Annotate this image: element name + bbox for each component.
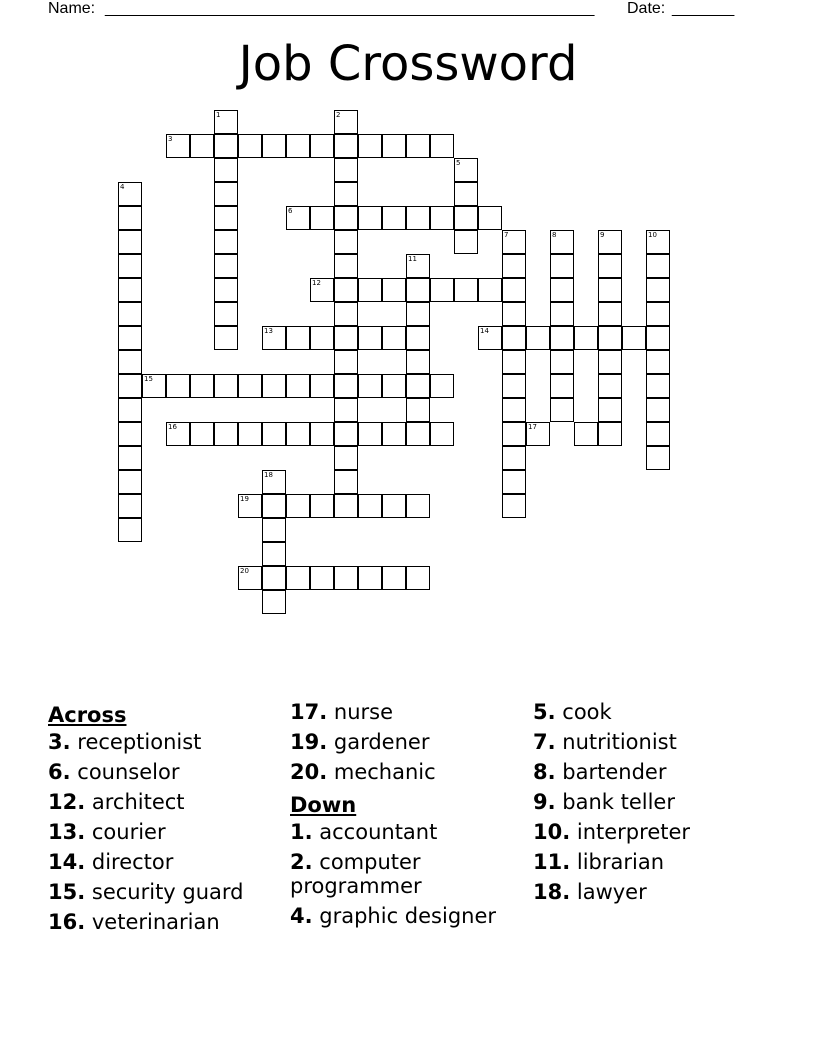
grid-cell[interactable] [214, 206, 238, 230]
grid-cell[interactable] [214, 302, 238, 326]
grid-cell[interactable] [334, 566, 358, 590]
grid-cell[interactable] [334, 422, 358, 446]
grid-cell[interactable] [262, 134, 286, 158]
clue-item [290, 700, 520, 724]
clue-number-label: 17. [290, 700, 328, 724]
grid-cell[interactable] [382, 494, 406, 518]
grid-cell[interactable] [502, 446, 526, 470]
clue-item [533, 790, 773, 814]
grid-cell[interactable] [382, 422, 406, 446]
grid-cell[interactable] [430, 206, 454, 230]
grid-cell[interactable] [406, 278, 430, 302]
clue-item [290, 730, 520, 754]
down-clue-list-continued [533, 700, 773, 904]
grid-cell[interactable] [118, 518, 142, 542]
grid-cell-15[interactable] [142, 374, 166, 398]
grid-cell[interactable] [502, 422, 526, 446]
clue-number: 6 [288, 207, 293, 215]
grid-cell[interactable] [166, 374, 190, 398]
grid-cell[interactable] [454, 182, 478, 206]
grid-cell[interactable] [478, 206, 502, 230]
grid-cell-7[interactable] [502, 230, 526, 254]
grid-cell[interactable] [406, 566, 430, 590]
clue-text: courier [85, 820, 166, 844]
clue-text: lawyer [570, 880, 647, 904]
grid-cell[interactable] [334, 374, 358, 398]
grid-cell[interactable] [646, 398, 670, 422]
grid-cell[interactable] [430, 278, 454, 302]
clues-column-3 [533, 700, 773, 910]
clue-number: 15 [144, 375, 153, 383]
grid-cell-5[interactable] [454, 158, 478, 182]
grid-cell[interactable] [406, 326, 430, 350]
grid-cell[interactable] [358, 566, 382, 590]
grid-cell-3[interactable] [166, 134, 190, 158]
clue-number: 13 [264, 327, 273, 335]
clue-text: librarian [570, 850, 665, 874]
grid-cell-8[interactable] [550, 230, 574, 254]
grid-cell[interactable] [334, 398, 358, 422]
clue-number-label: 13. [48, 820, 86, 844]
grid-cell[interactable] [598, 302, 622, 326]
grid-cell[interactable] [262, 374, 286, 398]
clue-number: 14 [480, 327, 489, 335]
grid-cell-9[interactable] [598, 230, 622, 254]
grid-cell[interactable] [262, 590, 286, 614]
clue-number-label: 4. [290, 904, 313, 928]
grid-cell[interactable] [646, 422, 670, 446]
grid-cell[interactable] [118, 350, 142, 374]
grid-cell[interactable] [550, 374, 574, 398]
grid-cell[interactable] [310, 134, 334, 158]
clue-text: gardener [327, 730, 430, 754]
grid-cell[interactable] [646, 374, 670, 398]
grid-cell[interactable] [334, 350, 358, 374]
grid-cell-12[interactable] [310, 278, 334, 302]
clue-text: graphic designer [312, 904, 497, 928]
grid-cell[interactable] [550, 326, 574, 350]
clue-number: 20 [240, 567, 249, 575]
clue-text: architect [85, 790, 185, 814]
grid-cell[interactable] [358, 422, 382, 446]
grid-cell[interactable] [214, 158, 238, 182]
grid-cell[interactable] [358, 278, 382, 302]
grid-cell[interactable] [550, 350, 574, 374]
grid-cell[interactable] [286, 326, 310, 350]
clue-number: 7 [504, 231, 509, 239]
grid-cell[interactable] [262, 422, 286, 446]
name-label: Name: [48, 0, 96, 17]
clue-text: bank teller [555, 790, 675, 814]
grid-cell[interactable] [406, 422, 430, 446]
grid-cell[interactable] [430, 374, 454, 398]
clue-number: 5 [456, 159, 461, 167]
grid-cell[interactable] [118, 374, 142, 398]
grid-cell-4[interactable] [118, 182, 142, 206]
clue-number-label: 2. [290, 850, 313, 874]
grid-cell[interactable] [190, 374, 214, 398]
grid-cell[interactable] [334, 134, 358, 158]
grid-cell[interactable] [118, 278, 142, 302]
grid-cell[interactable] [502, 326, 526, 350]
grid-cell[interactable] [550, 278, 574, 302]
grid-cell[interactable] [118, 398, 142, 422]
grid-cell[interactable] [382, 374, 406, 398]
clue-number: 4 [120, 183, 125, 191]
grid-cell-10[interactable] [646, 230, 670, 254]
grid-cell-17[interactable] [526, 422, 550, 446]
across-clue-list-continued [290, 700, 520, 784]
clue-number-label: 11. [533, 850, 571, 874]
grid-cell[interactable] [646, 302, 670, 326]
grid-cell[interactable] [646, 350, 670, 374]
clue-number-label: 19. [290, 730, 328, 754]
grid-cell[interactable] [502, 254, 526, 278]
grid-cell[interactable] [118, 254, 142, 278]
clue-number: 9 [600, 231, 605, 239]
grid-cell[interactable] [214, 134, 238, 158]
grid-cell[interactable] [358, 134, 382, 158]
grid-cell[interactable] [190, 422, 214, 446]
grid-cell[interactable] [262, 494, 286, 518]
grid-cell[interactable] [454, 230, 478, 254]
clue-text: veterinarian [85, 910, 220, 934]
grid-cell[interactable] [430, 134, 454, 158]
clue-number: 3 [168, 135, 173, 143]
grid-cell[interactable] [118, 302, 142, 326]
clue-number: 11 [408, 255, 417, 263]
grid-cell-1[interactable] [214, 110, 238, 134]
down-clue-list [290, 820, 520, 928]
grid-cell[interactable] [430, 422, 454, 446]
grid-cell[interactable] [574, 326, 598, 350]
clue-text: security guard [85, 880, 244, 904]
grid-cell[interactable] [406, 374, 430, 398]
grid-cell[interactable] [118, 470, 142, 494]
clue-text: cook [555, 700, 612, 724]
clue-number: 10 [648, 231, 657, 239]
across-clue-list [48, 730, 278, 934]
clue-item [533, 880, 773, 904]
grid-cell[interactable] [478, 278, 502, 302]
grid-cell[interactable] [646, 446, 670, 470]
grid-cell[interactable] [286, 566, 310, 590]
grid-cell-20[interactable] [238, 566, 262, 590]
clue-item [290, 760, 520, 784]
clue-number: 18 [264, 471, 273, 479]
grid-cell[interactable] [502, 302, 526, 326]
grid-cell[interactable] [334, 326, 358, 350]
clues-column-1 [48, 700, 278, 940]
grid-cell-2[interactable] [334, 110, 358, 134]
grid-cell[interactable] [646, 254, 670, 278]
clue-number-label: 16. [48, 910, 86, 934]
grid-cell[interactable] [502, 350, 526, 374]
grid-cell[interactable] [214, 230, 238, 254]
grid-cell-19[interactable] [238, 494, 262, 518]
grid-cell[interactable] [238, 374, 262, 398]
grid-cell[interactable] [310, 566, 334, 590]
clue-text: interpreter [570, 820, 691, 844]
clue-number: 1 [216, 111, 221, 119]
grid-cell[interactable] [334, 470, 358, 494]
grid-cell[interactable] [286, 134, 310, 158]
name-blank-line[interactable]: _______________________________________________________ [105, 0, 595, 17]
grid-cell[interactable] [334, 254, 358, 278]
clue-item [533, 760, 773, 784]
clue-number-label: 3. [48, 730, 71, 754]
grid-cell[interactable] [118, 326, 142, 350]
clue-text: bartender [555, 760, 667, 784]
clue-number-label: 1. [290, 820, 313, 844]
clue-text: director [85, 850, 174, 874]
grid-cell[interactable] [334, 158, 358, 182]
grid-cell-6[interactable] [286, 206, 310, 230]
grid-cell[interactable] [118, 422, 142, 446]
page-title: Job Crossword [238, 36, 578, 92]
clue-item [290, 820, 520, 844]
clue-number-label: 14. [48, 850, 86, 874]
grid-cell[interactable] [598, 278, 622, 302]
clue-text: nutritionist [555, 730, 677, 754]
grid-cell[interactable] [550, 398, 574, 422]
clue-item [48, 850, 278, 874]
clue-number-label: 6. [48, 760, 71, 784]
clue-item [48, 880, 278, 904]
clue-item [533, 730, 773, 754]
clue-number: 16 [168, 423, 177, 431]
clue-item [48, 790, 278, 814]
grid-cell-13[interactable] [262, 326, 286, 350]
grid-cell[interactable] [118, 206, 142, 230]
grid-cell[interactable] [502, 374, 526, 398]
grid-cell[interactable] [334, 302, 358, 326]
grid-cell[interactable] [334, 206, 358, 230]
grid-cell[interactable] [214, 422, 238, 446]
grid-cell[interactable] [310, 206, 334, 230]
grid-cell[interactable] [382, 134, 406, 158]
grid-cell[interactable] [358, 374, 382, 398]
grid-cell[interactable] [214, 374, 238, 398]
grid-cell[interactable] [646, 326, 670, 350]
clue-number-label: 12. [48, 790, 86, 814]
grid-cell[interactable] [310, 374, 334, 398]
clue-number: 19 [240, 495, 249, 503]
clue-item [290, 850, 520, 898]
grid-cell[interactable] [358, 206, 382, 230]
grid-cell[interactable] [214, 326, 238, 350]
grid-cell[interactable] [334, 230, 358, 254]
grid-cell[interactable] [526, 326, 550, 350]
date-blank-line[interactable]: _______ [672, 0, 735, 17]
grid-cell[interactable] [334, 278, 358, 302]
clue-item [533, 850, 773, 874]
grid-cell-14[interactable] [478, 326, 502, 350]
clue-item [533, 700, 773, 724]
clue-text: mechanic [327, 760, 436, 784]
grid-cell[interactable] [214, 182, 238, 206]
grid-cell[interactable] [238, 422, 262, 446]
grid-cell[interactable] [262, 518, 286, 542]
grid-cell[interactable] [598, 422, 622, 446]
clue-number-label: 20. [290, 760, 328, 784]
grid-cell[interactable] [334, 182, 358, 206]
grid-cell[interactable] [334, 446, 358, 470]
grid-cell[interactable] [598, 326, 622, 350]
grid-cell[interactable] [310, 494, 334, 518]
clue-number: 8 [552, 231, 557, 239]
grid-cell-18[interactable] [262, 470, 286, 494]
clue-text: nurse [327, 700, 393, 724]
clues-column-2 [290, 700, 520, 934]
grid-cell[interactable] [406, 398, 430, 422]
grid-cell[interactable] [550, 254, 574, 278]
grid-cell[interactable] [118, 494, 142, 518]
grid-cell[interactable] [310, 422, 334, 446]
grid-cell[interactable] [406, 302, 430, 326]
grid-cell[interactable] [454, 206, 478, 230]
clue-text: receptionist [70, 730, 202, 754]
grid-cell[interactable] [646, 278, 670, 302]
grid-cell[interactable] [574, 422, 598, 446]
clue-item [48, 910, 278, 934]
clue-item [290, 904, 520, 928]
grid-cell[interactable] [406, 350, 430, 374]
grid-cell[interactable] [406, 134, 430, 158]
across-heading: Across [48, 703, 127, 727]
grid-cell[interactable] [310, 326, 334, 350]
clue-text: counselor [70, 760, 180, 784]
down-heading: Down [290, 793, 357, 817]
grid-cell[interactable] [502, 278, 526, 302]
clue-number-label: 5. [533, 700, 556, 724]
grid-cell[interactable] [550, 302, 574, 326]
grid-cell[interactable] [406, 494, 430, 518]
clue-number: 17 [528, 423, 537, 431]
clue-number-label: 18. [533, 880, 571, 904]
grid-cell[interactable] [334, 494, 358, 518]
clue-number-label: 9. [533, 790, 556, 814]
grid-cell[interactable] [598, 350, 622, 374]
grid-cell[interactable] [286, 422, 310, 446]
grid-cell[interactable] [118, 446, 142, 470]
grid-cell[interactable] [406, 206, 430, 230]
grid-cell[interactable] [214, 254, 238, 278]
grid-cell[interactable] [622, 326, 646, 350]
grid-cell[interactable] [262, 542, 286, 566]
grid-cell[interactable] [238, 134, 262, 158]
grid-cell[interactable] [190, 134, 214, 158]
grid-cell[interactable] [598, 254, 622, 278]
grid-cell[interactable] [382, 206, 406, 230]
grid-cell[interactable] [358, 494, 382, 518]
clue-number-label: 10. [533, 820, 571, 844]
grid-cell[interactable] [382, 326, 406, 350]
grid-cell[interactable] [502, 398, 526, 422]
grid-cell[interactable] [118, 230, 142, 254]
grid-cell[interactable] [502, 494, 526, 518]
clue-text: computer programmer [290, 850, 422, 898]
clue-number: 2 [336, 111, 341, 119]
grid-cell[interactable] [214, 278, 238, 302]
clue-item [533, 820, 773, 844]
grid-cell[interactable] [286, 494, 310, 518]
clue-number-label: 15. [48, 880, 86, 904]
grid-cell-11[interactable] [406, 254, 430, 278]
grid-cell-16[interactable] [166, 422, 190, 446]
grid-cell[interactable] [358, 326, 382, 350]
date-label: Date: [627, 0, 666, 17]
grid-cell[interactable] [262, 566, 286, 590]
grid-cell[interactable] [598, 398, 622, 422]
grid-cell[interactable] [382, 278, 406, 302]
clue-text: accountant [312, 820, 438, 844]
clue-number-label: 8. [533, 760, 556, 784]
grid-cell[interactable] [286, 374, 310, 398]
clue-number-label: 7. [533, 730, 556, 754]
grid-cell[interactable] [454, 278, 478, 302]
grid-cell[interactable] [382, 566, 406, 590]
grid-cell[interactable] [598, 374, 622, 398]
clue-item [48, 730, 278, 754]
clue-item [48, 760, 278, 784]
clue-item [48, 820, 278, 844]
clue-number: 12 [312, 279, 321, 287]
grid-cell[interactable] [502, 470, 526, 494]
